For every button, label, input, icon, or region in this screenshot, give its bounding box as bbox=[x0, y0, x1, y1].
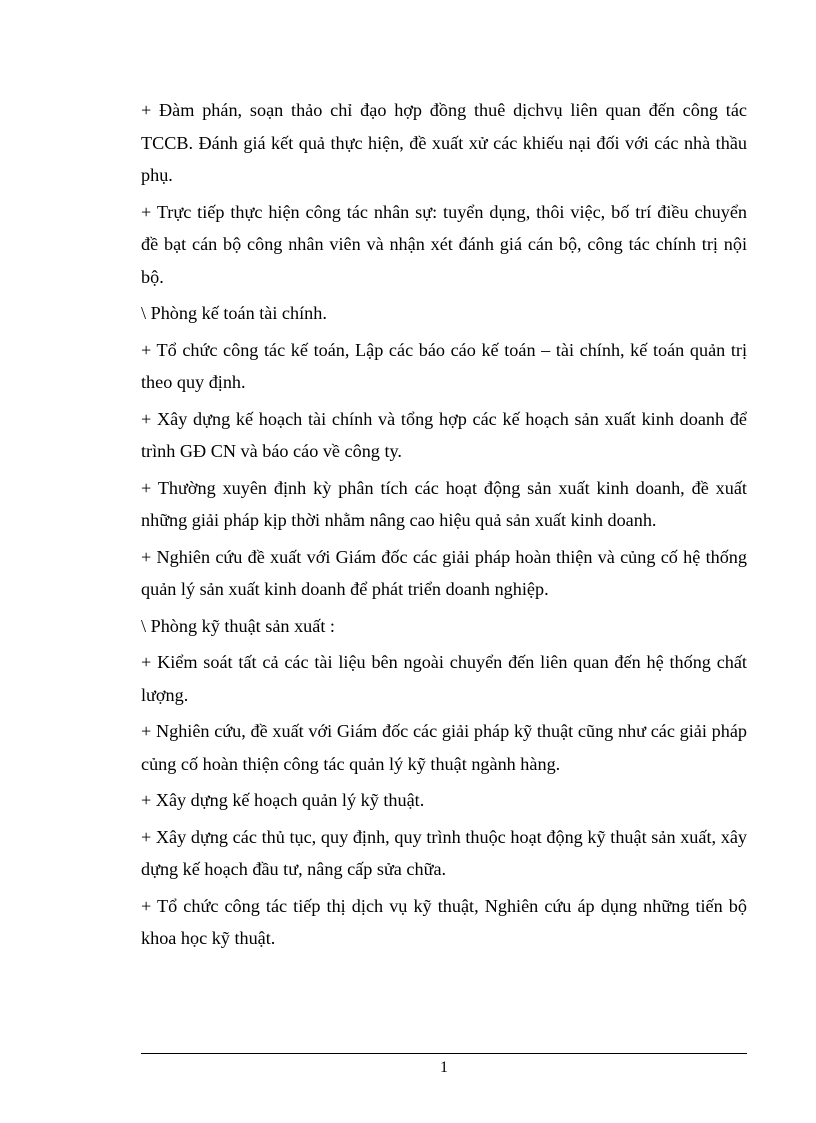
paragraph-nhan-su: + Trực tiếp thực hiện công tác nhân sự: tuyển dụng, thôi việc, bố trí điều chuyển đề bạt cán bộ công nhân viên và nhận xét đánh giá cán bộ, công tác chính trị nội bộ. bbox=[141, 201, 747, 287]
document-body bbox=[141, 94, 747, 955]
paragraph-kiem-soat: + Kiểm soát tất cả các tài liệu bên ngoài chuyển đến liên quan đến hệ thống chất lượng. bbox=[141, 652, 747, 705]
paragraph-giai-phap-ky-thuat: + Nghiên cứu, đề xuất với Giám đốc các giải pháp kỹ thuật cũng như các giải pháp củng cố hoàn thiện công tác quản lý kỹ thuật ngành hàng. bbox=[141, 721, 747, 774]
page-number: 1 bbox=[440, 1059, 448, 1076]
footer-divider bbox=[141, 1053, 747, 1054]
paragraph-thu-tuc: + Xây dựng các thủ tục, quy định, quy trình thuộc hoạt động kỹ thuật sản xuất, xây dựng kế hoạch đầu tư, nâng cấp sửa chữa. bbox=[141, 826, 747, 879]
paragraph-dam-phan: + Đàm phán, soạn thảo chỉ đạo hợp đồng thuê dịchvụ liên quan đến công tác TCCB. Đánh giá kết quả thực hiện, đề xuất xử các khiếu nại đối với các nhà thầu phụ. bbox=[141, 100, 747, 185]
section-heading-ky-thuat: \ Phòng kỹ thuật sản xuất : bbox=[141, 615, 335, 636]
paragraph-nghien-cuu-quan-ly: + Nghiên cứu đề xuất với Giám đốc các giải pháp hoàn thiện và củng cố hệ thống quản lý sản xuất kinh doanh để phát triển doanh nghiệp. bbox=[141, 546, 747, 599]
paragraph-to-chuc-ke-toan: + Tổ chức công tác kế toán, Lập các báo cáo kế toán – tài chính, kế toán quản trị theo quy định. bbox=[141, 339, 747, 392]
paragraph-ke-hoach-ky-thuat: + Xây dựng kế hoạch quản lý kỹ thuật. bbox=[141, 790, 425, 810]
section-heading-ke-toan: \ Phòng kế toán tài chính. bbox=[141, 303, 327, 323]
paragraph-tiep-thi: + Tổ chức công tác tiếp thị dịch vụ kỹ thuật, Nghiên cứu áp dụng những tiến bộ khoa học kỹ thuật. bbox=[141, 895, 747, 948]
paragraph-ke-hoach-tai-chinh: + Xây dựng kế hoạch tài chính và tổng hợp các kế hoạch sản xuất kinh doanh để trình GĐ CN và báo cáo về công ty. bbox=[141, 408, 747, 461]
paragraph-phan-tich: + Thường xuyên định kỳ phân tích các hoạt động sản xuất kinh doanh, đề xuất những giải pháp kịp thời nhằm nâng cao hiệu quả sản xuất kinh doanh. bbox=[141, 477, 747, 530]
